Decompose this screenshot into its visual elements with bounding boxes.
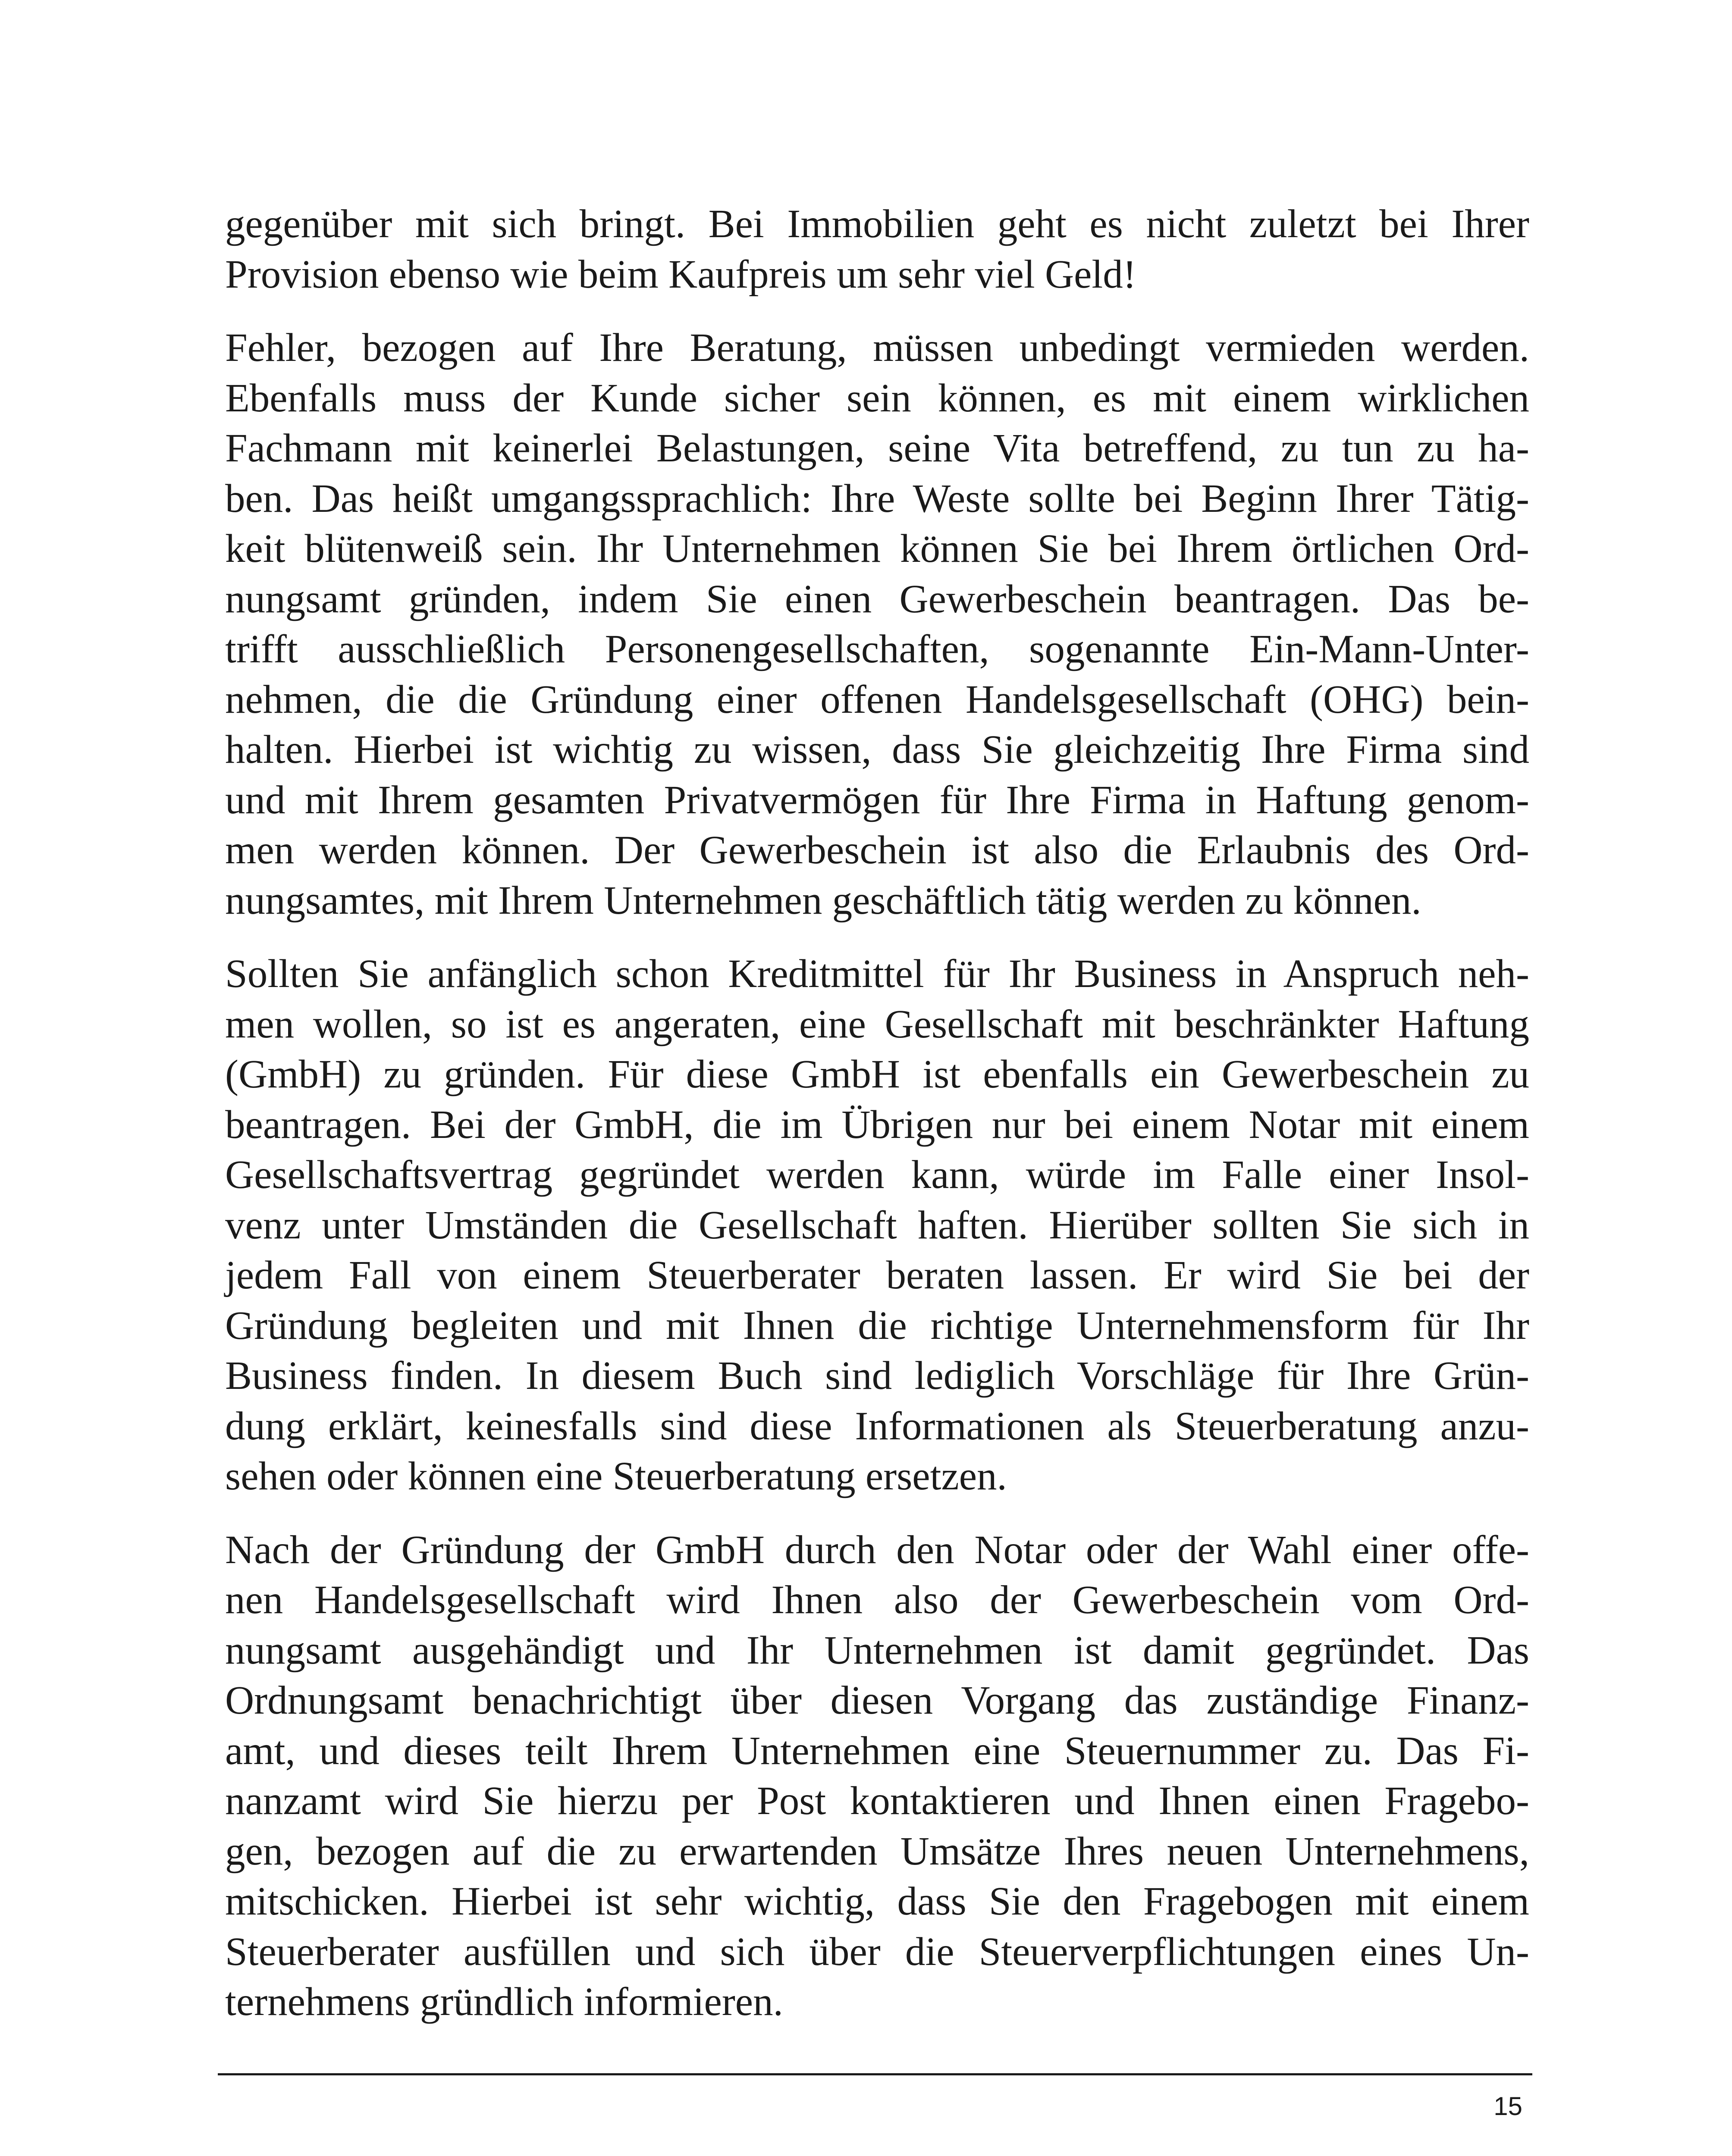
text-line: jedem Fall von einem Steuerberater beraten lassen. Er wird Sie bei der: [225, 1253, 1529, 1297]
text-line: Ordnungsamt benachrichtigt über diesen Vorgang das zuständige Finanz-: [225, 1678, 1529, 1723]
paragraph: [225, 949, 1529, 1502]
text-line: men werden können. Der Gewerbeschein ist also die Erlaubnis des Ord-: [225, 828, 1529, 872]
text-line: und mit Ihrem gesamten Privatvermögen für Ihre Firma in Haftung genom-: [225, 777, 1529, 822]
text-line: ternehmens gründlich informieren.: [225, 1980, 783, 2024]
text-line: Business finden. In diesem Buch sind lediglich Vorschläge für Ihre Grün-: [225, 1354, 1529, 1398]
text-line: Gründung begleiten und mit Ihnen die richtige Unternehmensform für Ihr: [225, 1303, 1529, 1348]
text-line: Fachmann mit keinerlei Belastungen, seine Vita betreffend, zu tun zu ha-: [225, 426, 1529, 470]
text-line: gegenüber mit sich bringt. Bei Immobilien geht es nicht zuletzt bei Ihrer: [225, 202, 1529, 246]
text-line: nungsamt ausgehändigt und Ihr Unternehmen ist damit gegründet. Das: [225, 1628, 1529, 1673]
text-line: venz unter Umständen die Gesellschaft haften. Hierüber sollten Sie sich in: [225, 1203, 1529, 1247]
paragraph: [225, 323, 1529, 926]
text-line: Nach der Gründung der GmbH durch den Notar oder der Wahl einer offe-: [225, 1527, 1529, 1572]
text-line: mitschicken. Hierbei ist sehr wichtig, dass Sie den Fragebogen mit einem: [225, 1879, 1529, 1924]
paragraph: [225, 1525, 1529, 2028]
text-line: nehmen, die die Gründung einer offenen Handelsgesellschaft (OHG) bein-: [225, 677, 1529, 722]
text-line: keit blütenweiß sein. Ihr Unternehmen können Sie bei Ihrem örtlichen Ord-: [225, 526, 1529, 571]
text-line: halten. Hierbei ist wichtig zu wissen, dass Sie gleichzeitig Ihre Firma sind: [225, 727, 1529, 772]
text-line: Gesellschaftsvertrag gegründet werden kann, würde im Falle einer Insol-: [225, 1153, 1529, 1197]
text-line: ben. Das heißt umgangssprachlich: Ihre Weste sollte bei Beginn Ihrer Tätig-: [225, 476, 1529, 521]
text-line: dung erklärt, keinesfalls sind diese Informationen als Steuerberatung anzu-: [225, 1404, 1529, 1448]
text-line: Fehler, bezogen auf Ihre Beratung, müssen unbedingt vermieden werden.: [225, 326, 1529, 370]
paragraph: [225, 199, 1529, 300]
text-line: Sollten Sie anfänglich schon Kreditmittel für Ihr Business in Anspruch neh-: [225, 952, 1529, 996]
text-line: nungsamt gründen, indem Sie einen Gewerbeschein beantragen. Das be-: [225, 577, 1529, 621]
text-line: Steuerberater ausfüllen und sich über die Steuerverpflichtungen eines Un-: [225, 1929, 1529, 1974]
text-line: men wollen, so ist es angeraten, eine Gesellschaft mit beschränkter Haftung: [225, 1002, 1529, 1047]
footer-divider: [218, 2073, 1532, 2075]
text-line: trifft ausschließlich Personengesellschaften, sogenannte Ein-Mann-Unter-: [225, 627, 1529, 671]
text-line: Provision ebenso wie beim Kaufpreis um sehr viel Geld!: [225, 252, 1136, 297]
text-line: Ebenfalls muss der Kunde sicher sein können, es mit einem wirklichen: [225, 376, 1529, 420]
text-line: gen, bezogen auf die zu erwartenden Umsätze Ihres neuen Unternehmens,: [225, 1829, 1529, 1874]
text-line: (GmbH) zu gründen. Für diese GmbH ist ebenfalls ein Gewerbeschein zu: [225, 1052, 1529, 1097]
text-line: sehen oder können eine Steuerberatung ersetzen.: [225, 1454, 1007, 1498]
page-number: 15: [1494, 2092, 1522, 2121]
text-line: nungsamtes, mit Ihrem Unternehmen geschäftlich tätig werden zu können.: [225, 878, 1421, 923]
body-text: [225, 199, 1529, 2051]
text-line: nanzamt wird Sie hierzu per Post kontaktieren und Ihnen einen Fragebo-: [225, 1779, 1529, 1823]
text-line: beantragen. Bei der GmbH, die im Übrigen nur bei einem Notar mit einem: [225, 1102, 1529, 1147]
text-line: amt, und dieses teilt Ihrem Unternehmen eine Steuernummer zu. Das Fi-: [225, 1728, 1529, 1773]
text-line: nen Handelsgesellschaft wird Ihnen also der Gewerbeschein vom Ord-: [225, 1578, 1529, 1622]
